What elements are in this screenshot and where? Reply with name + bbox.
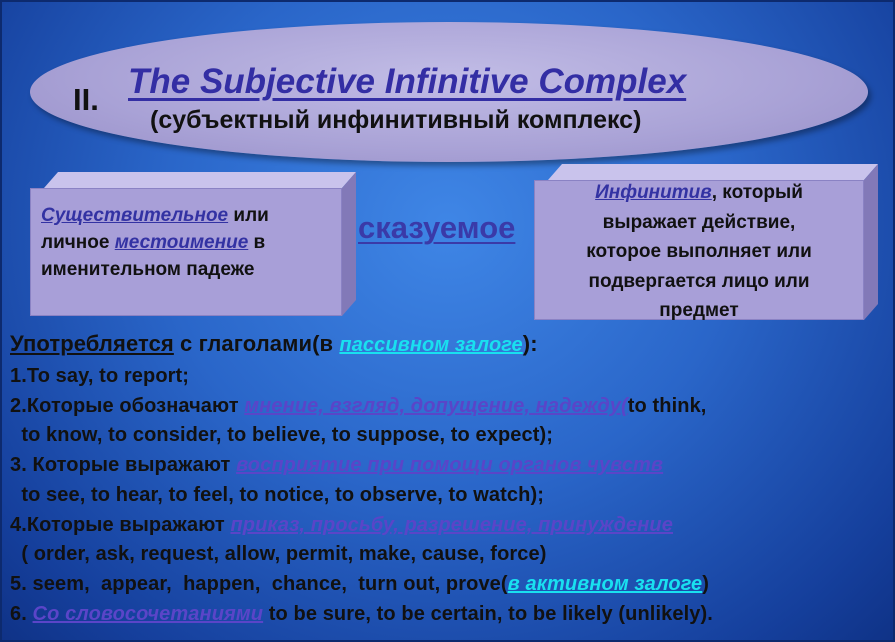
- predicate-label: сказуемое: [358, 210, 516, 245]
- usage-item-3-term: восприятие при помощи органов чувств: [236, 454, 664, 476]
- or-text: или: [228, 205, 269, 226]
- usage-item-1: 1.To say, to report;: [10, 365, 190, 387]
- usage-item-6: [10, 603, 713, 626]
- in-text: в: [248, 232, 266, 253]
- usage-item-4-term: приказ, просьбу, разрешение, принуждение: [230, 514, 673, 536]
- section-number: II.: [73, 82, 99, 117]
- usage-heading: [10, 331, 538, 357]
- usage-item-2-verbs: to know, to consider, to believe, to suppose, to expect);: [10, 424, 554, 446]
- usage-item-3-verbs: to see, to hear, to feel, to notice, to observe, to watch);: [10, 484, 544, 506]
- usage-item-5-suffix: ): [702, 573, 710, 595]
- pronoun-term: местоимение: [114, 232, 249, 253]
- usage-item-5: [10, 573, 709, 596]
- usage-item-2-suffix: to think,: [627, 395, 707, 417]
- subject-box-text: [41, 202, 341, 283]
- usage-item-6-prefix: 6.: [10, 603, 33, 625]
- collocations-term: Со словосочетаниями: [32, 603, 264, 625]
- usage-item-5-prefix: 5. seem, appear, happen, chance, turn out, prove(: [10, 573, 508, 595]
- infinitive-line2: выражает действие,: [602, 211, 796, 233]
- usage-item-2-term: мнение, взгляд, допущение, надежду(: [244, 395, 628, 417]
- infinitive-box-text: [534, 178, 864, 326]
- infinitive-term: Инфинитив: [595, 182, 712, 203]
- infinitive-line3: которое выполняет или: [586, 241, 812, 262]
- usage-heading-end: ):: [522, 331, 538, 356]
- infinitive-line1: , который: [711, 182, 803, 203]
- usage-heading-rest: с глаголами(в: [173, 331, 340, 356]
- subject-box-top: [44, 172, 356, 188]
- usage-item-6-suffix: to be sure, to be certain, to be likely (unlikely).: [263, 603, 713, 625]
- usage-item-4-prefix: 4.Которые выражают: [10, 514, 231, 536]
- nominative-text: именительном падеже: [41, 259, 255, 280]
- usage-item-4: [10, 514, 673, 537]
- infinitive-box-side: [864, 164, 878, 320]
- usage-heading-word: Употребляется: [10, 331, 174, 356]
- usage-item-2-prefix: 2.Которые обозначают: [10, 395, 245, 417]
- usage-item-4-verbs: ( order, ask, request, allow, permit, make, cause, force): [10, 543, 547, 565]
- subject-box-side: [342, 172, 356, 316]
- infinitive-line5: предмет: [659, 300, 739, 321]
- passive-voice-term: пассивном залоге: [339, 334, 523, 356]
- personal-text: личное: [41, 232, 115, 253]
- noun-term: Существительное: [41, 205, 229, 226]
- active-voice-term: в активном залоге: [507, 573, 703, 595]
- infinitive-line4: подвергается лицо или: [588, 270, 810, 292]
- usage-item-2: [10, 395, 706, 418]
- usage-item-3: [10, 454, 663, 477]
- usage-item-3-prefix: 3. Которые выражают: [10, 454, 237, 476]
- slide-title: The Subjective Infinitive Complex: [128, 62, 687, 101]
- slide-subtitle: (субъектный инфинитивный комплекс): [150, 106, 642, 134]
